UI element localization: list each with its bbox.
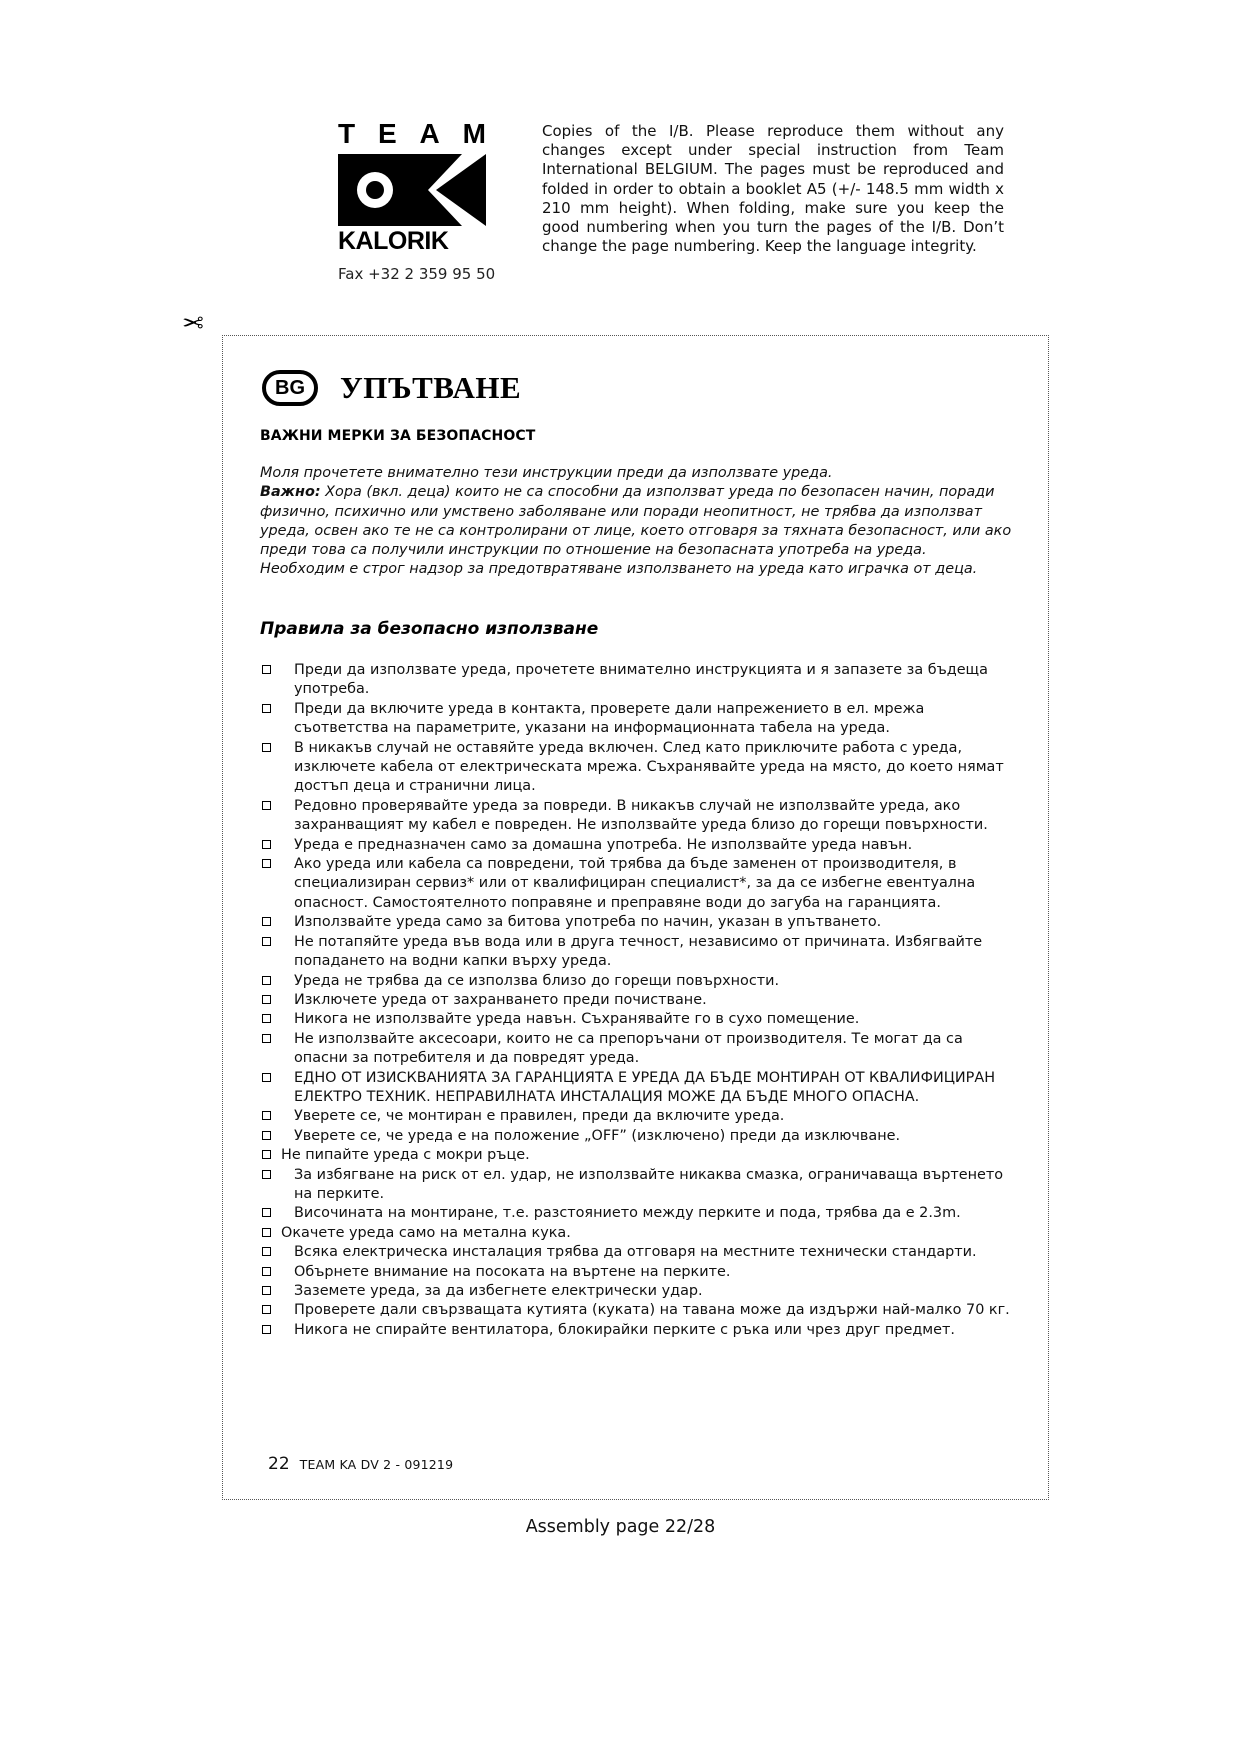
list-item: Уверете се, че монтиран е правилен, преди да включите уреда. — [260, 1107, 1020, 1126]
list-item: Никога не използвайте уреда навън. Съхранявайте го в сухо помещение. — [260, 1010, 1020, 1029]
checkbox-bullet-icon — [262, 801, 271, 810]
checkbox-bullet-icon — [262, 1286, 271, 1295]
checkbox-bullet-icon — [262, 1014, 271, 1023]
checkbox-bullet-icon — [262, 937, 271, 946]
list-item: Изключете уреда от захранването преди почистване. — [260, 991, 1020, 1010]
list-item: Не пипайте уреда с мокри ръце. — [260, 1146, 1020, 1165]
scissors-cut-icon: ✂ — [182, 306, 204, 336]
checkbox-bullet-icon — [262, 1267, 271, 1276]
language-badge: BG — [262, 370, 318, 406]
checkbox-bullet-icon — [262, 1208, 271, 1217]
checkbox-bullet-icon — [262, 743, 271, 752]
page-footer — [268, 1454, 453, 1474]
list-item: ЕДНО ОТ ИЗИСКВАНИЯТА ЗА ГАРАНЦИЯТА Е УРЕДА ДА БЪДЕ МОНТИРАН ОТ КВАЛИФИЦИРАН ЕЛЕКТРО ТЕХНИК. НЕПРАВИЛНАТА ИНСТАЛАЦИЯ МОЖЕ ДА БЪДЕ МНОГО ОПАСНА. — [260, 1069, 1020, 1108]
checkbox-bullet-icon — [262, 1228, 271, 1237]
list-item: Проверете дали свързващата кутията (куката) на тавана може да издържи най-малко 70 кг. — [260, 1301, 1020, 1320]
list-item: Не потапяйте уреда във вода или в друга течност, независимо от причината. Избягвайте попадането на водни капки върху уреда. — [260, 933, 1020, 972]
checkbox-bullet-icon — [262, 1325, 271, 1334]
safety-heading: ВАЖНИ МЕРКИ ЗА БЕЗОПАСНОСТ — [260, 428, 536, 444]
reproduction-instructions: Copies of the I/B. Please reproduce them without any changes except under special instruction from Team International BELGIUM. The pages must be reproduced and folded in order to obtain a booklet A5 (+/- 148.5 mm width x 210 mm height). When folding, make sure you keep the good numbering when you turn the pages of the I/B. Don’t change the page numbering. Keep the language integrity. — [542, 122, 1004, 256]
list-item: В никакъв случай не оставяйте уреда включен. След като приключите работа с уреда, изключете кабела от електрическата мрежа. Съхранявайте уреда на място, до което нямат достъп деца и странични лица. — [260, 739, 1020, 797]
checkbox-bullet-icon — [262, 1247, 271, 1256]
intro-paragraph — [260, 464, 1020, 580]
list-item: Уверете се, че уреда е на положение „OFF” (изключено) преди да изключване. — [260, 1127, 1020, 1146]
checkbox-bullet-icon — [262, 1073, 271, 1082]
list-item: Всяка електрическа инсталация трябва да отговаря на местните технически стандарти. — [260, 1243, 1020, 1262]
checkbox-bullet-icon — [262, 1305, 271, 1314]
logo-team-text: T E A M — [338, 118, 486, 149]
list-item: Не използвайте аксесоари, които не са препоръчани от производителя. Те могат да са опасни за потребителя и да повредят уреда. — [260, 1030, 1020, 1069]
list-item: Никога не спирайте вентилатора, блокирайки перките с ръка или чрез друг предмет. — [260, 1321, 1020, 1340]
list-item: Редовно проверявайте уреда за повреди. В никакъв случай не използвайте уреда, ако захранващият му кабел е повреден. Не използвайте уреда близо до горещи повърхности. — [260, 797, 1020, 836]
list-item: Преди да използвате уреда, прочетете внимателно инструкцията и я запазете за бъдеща употреба. — [260, 661, 1020, 700]
checkbox-bullet-icon — [262, 859, 271, 868]
rules-heading: Правила за безопасно използване — [260, 619, 599, 639]
assembly-page-label: Assembly page 22/28 — [525, 1517, 716, 1537]
language-title-row — [262, 370, 521, 406]
checkbox-bullet-icon — [262, 1170, 271, 1179]
checkbox-bullet-icon — [262, 976, 271, 985]
checkbox-bullet-icon — [262, 704, 271, 713]
manual-title: УПЪТВАНЕ — [340, 370, 522, 405]
fax-number: Fax +32 2 359 95 50 — [338, 265, 496, 283]
list-item: Обърнете внимание на посоката на въртене на перките. — [260, 1263, 1020, 1282]
safety-rules-list — [260, 661, 1020, 1340]
important-label: Важно: — [260, 484, 321, 501]
page-number: 22 — [268, 1454, 290, 1474]
document-code: TEAM KA DV 2 - 091219 — [299, 1457, 454, 1472]
checkbox-bullet-icon — [262, 995, 271, 1004]
read-notice: Моля прочетете внимателно тези инструкции преди да използвате уреда. — [260, 465, 833, 481]
checkbox-bullet-icon — [262, 665, 271, 674]
list-item: Окачете уреда само на метална кука. — [260, 1224, 1020, 1243]
list-item: Заземете уреда, за да избегнете електрически удар. — [260, 1282, 1020, 1301]
supervision-notice: Необходим е строг надзор за предотвратяване използването на уреда като играчка от деца. — [260, 561, 978, 578]
list-item: За избягване на риск от ел. удар, не използвайте никаква смазка, ограничаваща въртенето на перките. — [260, 1166, 1020, 1205]
list-item: Уреда не трябва да се използва близо до горещи повърхности. — [260, 972, 1020, 991]
list-item: Височината на монтиране, т.е. разстоянието между перките и пода, трябва да е 2.3m. — [260, 1204, 1020, 1223]
checkbox-bullet-icon — [262, 1131, 271, 1140]
important-notice — [260, 483, 1020, 560]
list-item: Ако уреда или кабела са повредени, той трябва да бъде заменен от производителя, в специализиран сервиз* или от квалифициран специалист*, за да се избегне евентуална опасност. Самостоятелното поправяне и преправяне води до загуба на гаранцията. — [260, 855, 1020, 913]
checkbox-bullet-icon — [262, 1111, 271, 1120]
checkbox-bullet-icon — [262, 1034, 271, 1043]
list-item: Преди да включите уреда в контакта, проверете дали напрежението в ел. мрежа съответства на параметрите, указани на информационната табела на уреда. — [260, 700, 1020, 739]
team-kalorik-logo — [338, 120, 486, 254]
checkbox-bullet-icon — [262, 1150, 271, 1159]
logo-brand-text: KALORIK — [338, 227, 449, 255]
kalorik-k-mark-icon — [338, 154, 486, 226]
list-item: Уреда е предназначен само за домашна употреба. Не използвайте уреда навън. — [260, 836, 1020, 855]
checkbox-bullet-icon — [262, 917, 271, 926]
important-text: Хора (вкл. деца) които не са способни да използват уреда по безопасен начин, поради физично, психично или умствено заболяване или поради неопитност, не трябва да използват уреда, освен ако те не са контролирани от лице, което отговаря за тяхната безопасност, или ако преди това са получили инструкции по отношение на безопасната употреба на уреда. — [260, 484, 1012, 559]
list-item: Използвайте уреда само за битова употреба по начин, указан в упътването. — [260, 913, 1020, 932]
checkbox-bullet-icon — [262, 840, 271, 849]
